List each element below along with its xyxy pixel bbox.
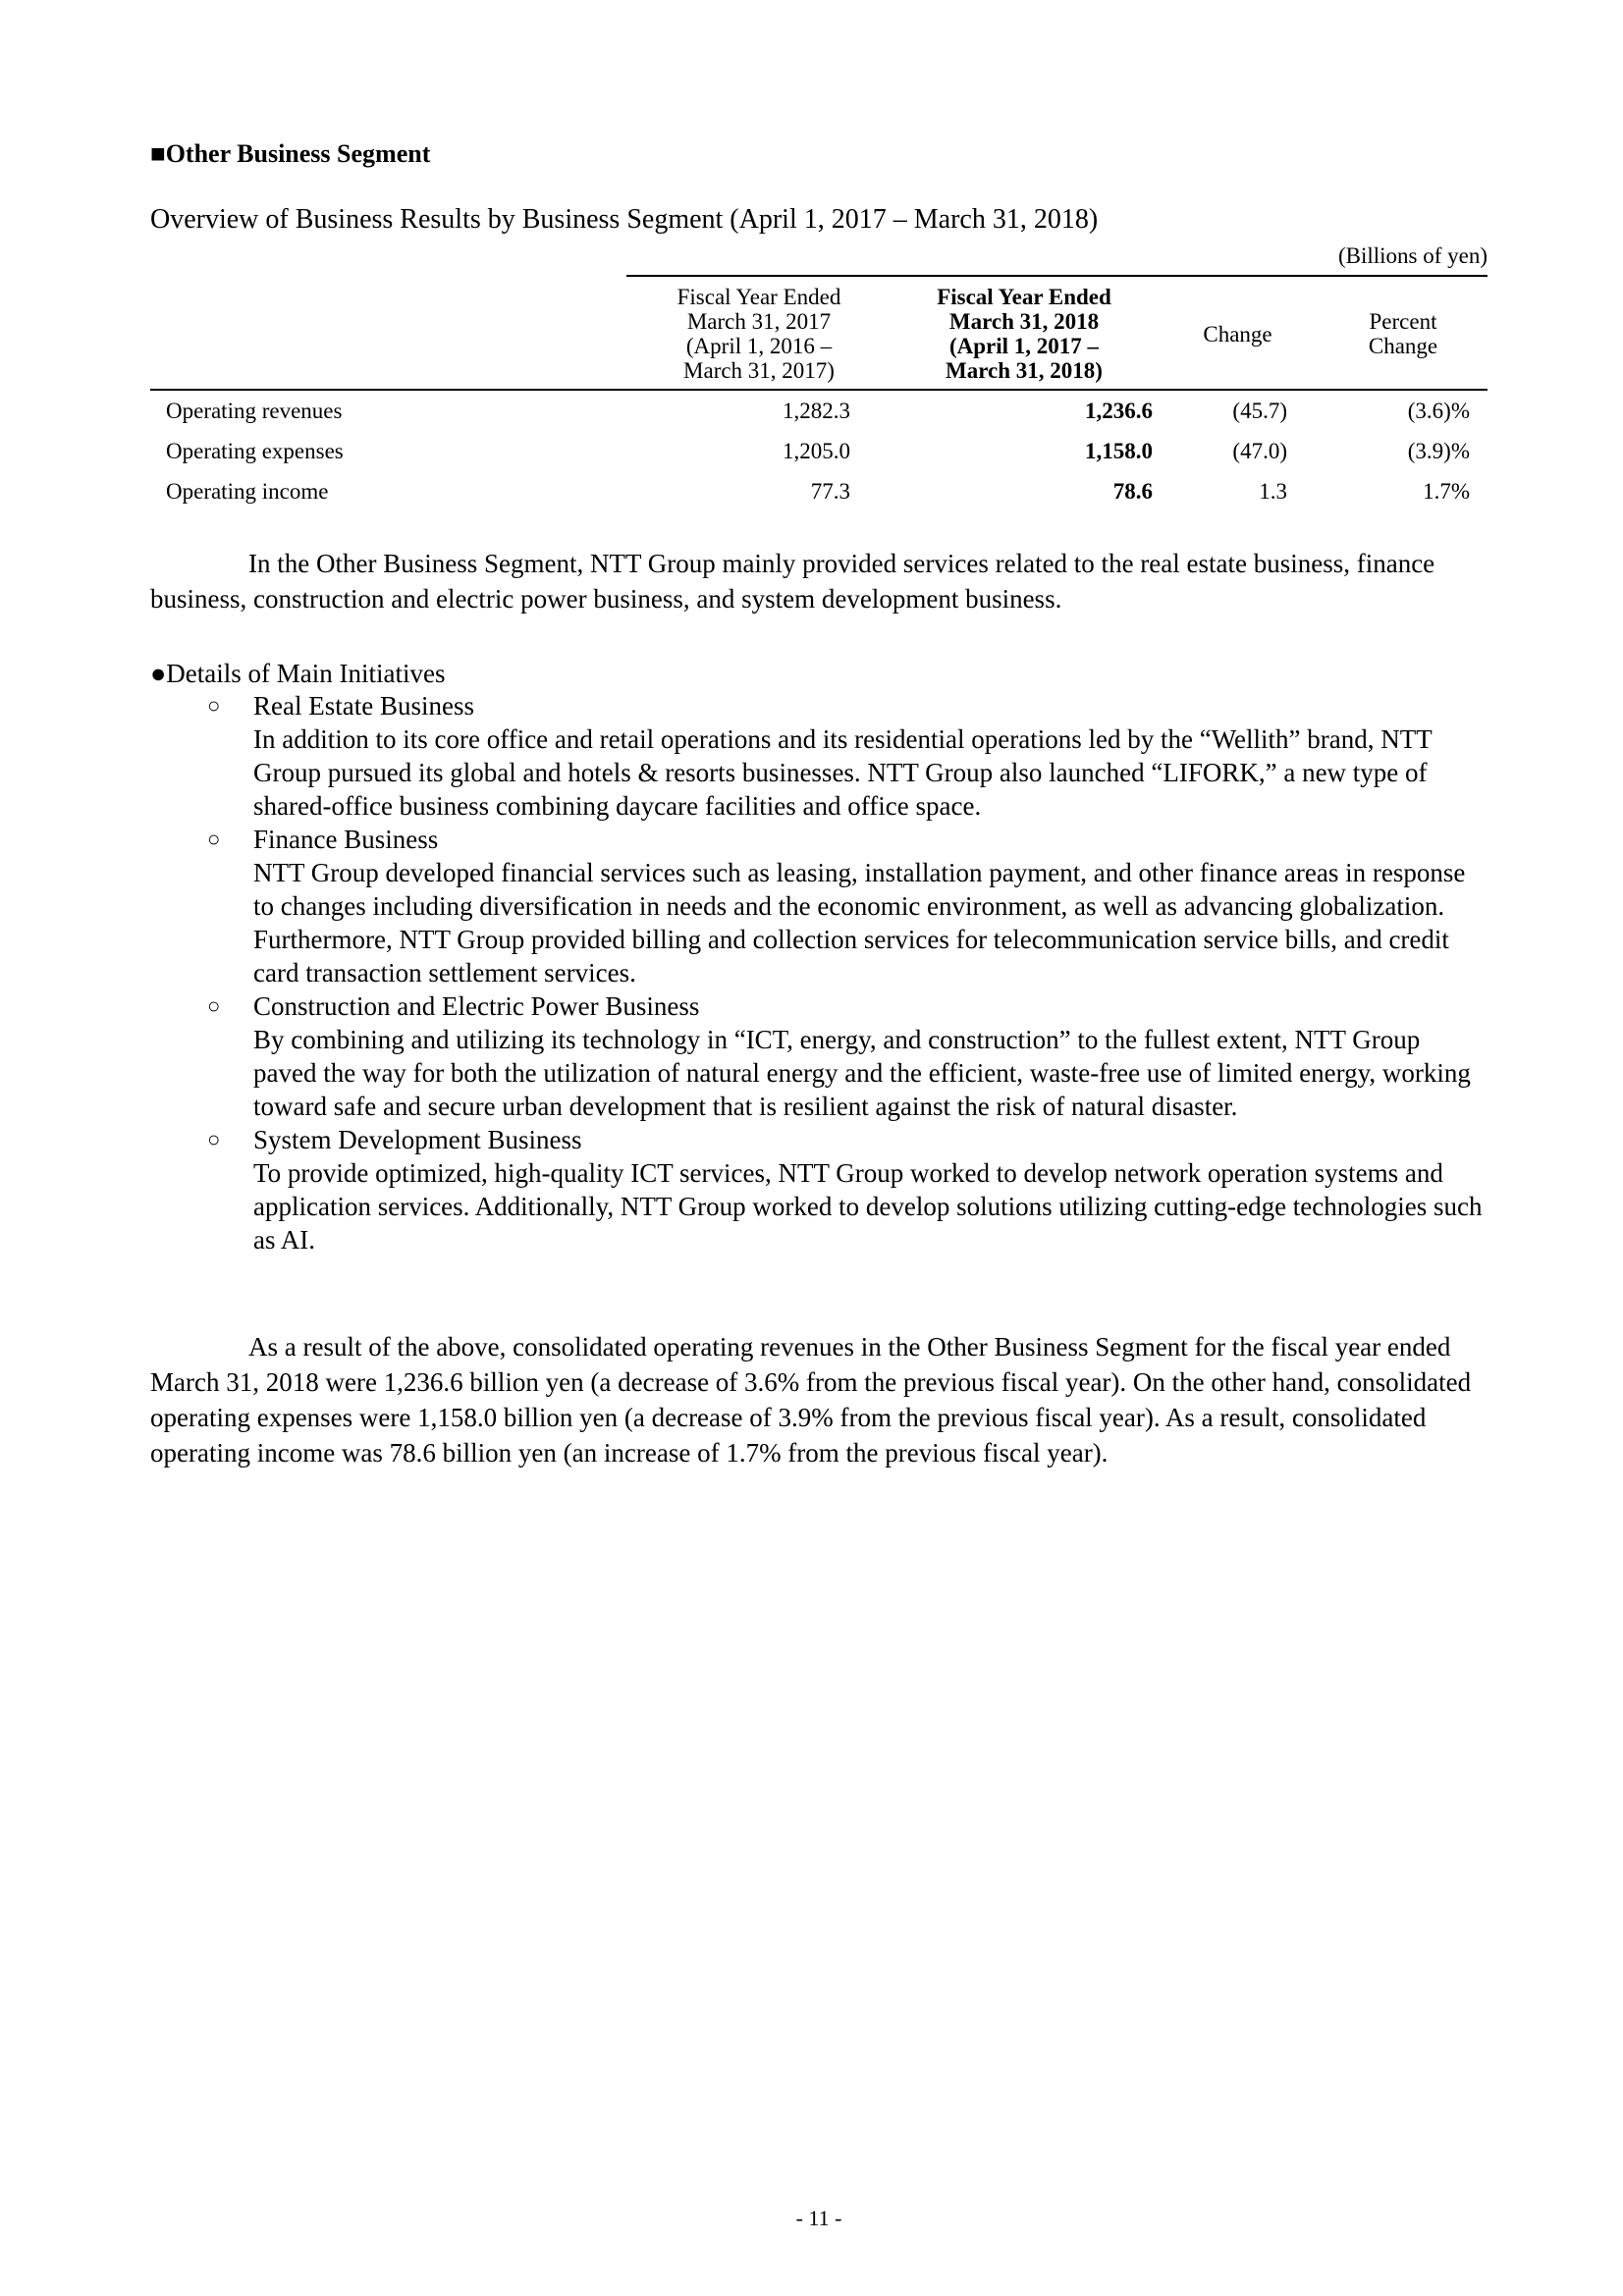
initiative-body: To provide optimized, high-quality ICT services, NTT Group worked to develop network operation systems and application services. Additionally, NTT Group worked to develop solutions utilizing cutting-edge technologies such as AI. — [253, 1158, 1483, 1255]
intro-paragraph: In the Other Business Segment, NTT Group mainly provided services related to the real estate business, finance business, construction and electric power business, and system development business. — [150, 549, 1435, 614]
row-label: Operating income — [166, 479, 329, 504]
initiative-title: System Development Business — [253, 1125, 582, 1154]
header-curr-year — [892, 276, 1157, 390]
table-row — [150, 431, 1488, 471]
circle-bullet-icon: ○ — [207, 1127, 221, 1151]
cell-curr: 1,236.6 — [1085, 399, 1153, 423]
page-number: - 11 - — [795, 2206, 842, 2230]
initiative-header — [150, 823, 1488, 856]
cell-change: (47.0) — [1232, 439, 1287, 463]
table-row — [150, 390, 1488, 431]
header-prev-line: Fiscal Year Ended — [676, 285, 841, 309]
cell-change: (45.7) — [1232, 399, 1287, 423]
cell-prev: 1,205.0 — [783, 439, 850, 463]
section-heading: ■Other Business Segment — [150, 139, 431, 168]
initiative-title: Real Estate Business — [253, 691, 474, 721]
table-title: Overview of Business Results by Business Segment (April 1, 2017 – March 31, 2018) — [150, 204, 1099, 235]
document-page — [150, 0, 1488, 2296]
initiative-body: By combining and utilizing its technology in “ICT, energy, and construction” to the fullest extent, NTT Group paved the way for both the utilization of natural energy and the efficient, waste-free use of limited energy, working toward safe and secure urban development that is resilient against the risk of natural disaster. — [253, 1025, 1471, 1121]
table-header-row — [150, 276, 1488, 390]
list-item — [150, 1123, 1488, 1256]
initiative-title: Finance Business — [253, 825, 439, 854]
cell-percent: 1.7% — [1423, 479, 1470, 504]
circle-bullet-icon: ○ — [207, 993, 221, 1018]
header-curr-line: Fiscal Year Ended — [937, 285, 1111, 309]
list-item — [150, 823, 1488, 989]
header-prev-year — [626, 276, 892, 390]
circle-bullet-icon: ○ — [207, 827, 221, 851]
summary-paragraph: As a result of the above, consolidated operating revenues in the Other Business Segment for the fiscal year ended March 31, 2018 were 1,236.6 billion yen (a decrease of 3.6% from the previous fiscal year). On the other hand, consolidated operating expenses were 1,158.0 billion yen (a decrease of 3.9% from the previous fiscal year). As a result, consolidated operating income was 78.6 billion yen (an increase of 1.7% from the previous fiscal year). — [150, 1332, 1472, 1468]
cell-curr: 78.6 — [1112, 479, 1153, 504]
business-results-table — [150, 275, 1488, 511]
initiative-header — [150, 989, 1488, 1023]
row-label: Operating expenses — [166, 439, 344, 463]
initiative-header — [150, 1123, 1488, 1156]
list-item — [150, 689, 1488, 823]
header-blank — [150, 276, 626, 390]
header-percent-line: Percent — [1369, 309, 1437, 334]
units-note: (Billions of yen) — [1337, 243, 1488, 268]
cell-prev: 77.3 — [810, 479, 850, 504]
header-curr-line: March 31, 2018 — [948, 309, 1100, 334]
list-item — [150, 989, 1488, 1123]
header-prev-line: March 31, 2017) — [683, 358, 835, 383]
table-row — [150, 471, 1488, 511]
details-heading: ●Details of Main Initiatives — [150, 659, 446, 688]
cell-percent: (3.9)% — [1407, 439, 1470, 463]
header-percent-line: Change — [1368, 334, 1438, 358]
initiative-body: In addition to its core office and retail operations and its residential operations led by the “Wellith” brand, NTT Group pursued its global and hotels & resorts businesses. NTT Group also launched “LIFORK,” a new type of shared-office business combining daycare facilities and office space. — [253, 724, 1433, 821]
header-prev-line: (April 1, 2016 – — [685, 334, 833, 358]
cell-change: 1.3 — [1259, 479, 1287, 504]
initiative-body: NTT Group developed financial services such as leasing, installation payment, and other finance areas in response to changes including diversification in needs and the economic environment, as well as advancing globalization. Furthermore, NTT Group provided billing and collection services for telecommunication service bills, and credit card transaction settlement services. — [253, 858, 1466, 988]
row-label: Operating revenues — [166, 399, 343, 423]
cell-percent: (3.6)% — [1407, 399, 1470, 423]
header-prev-line: March 31, 2017 — [686, 309, 832, 334]
circle-bullet-icon: ○ — [207, 693, 221, 718]
cell-prev: 1,282.3 — [783, 399, 850, 423]
cell-curr: 1,158.0 — [1085, 439, 1153, 463]
header-change: Change — [1157, 276, 1319, 390]
initiatives-list — [150, 689, 1488, 1256]
initiative-header — [150, 689, 1488, 722]
initiative-title: Construction and Electric Power Business — [253, 991, 700, 1021]
header-percent-change — [1319, 276, 1488, 390]
header-curr-line: (April 1, 2017 – — [948, 334, 1100, 358]
header-curr-line: March 31, 2018) — [946, 358, 1103, 383]
